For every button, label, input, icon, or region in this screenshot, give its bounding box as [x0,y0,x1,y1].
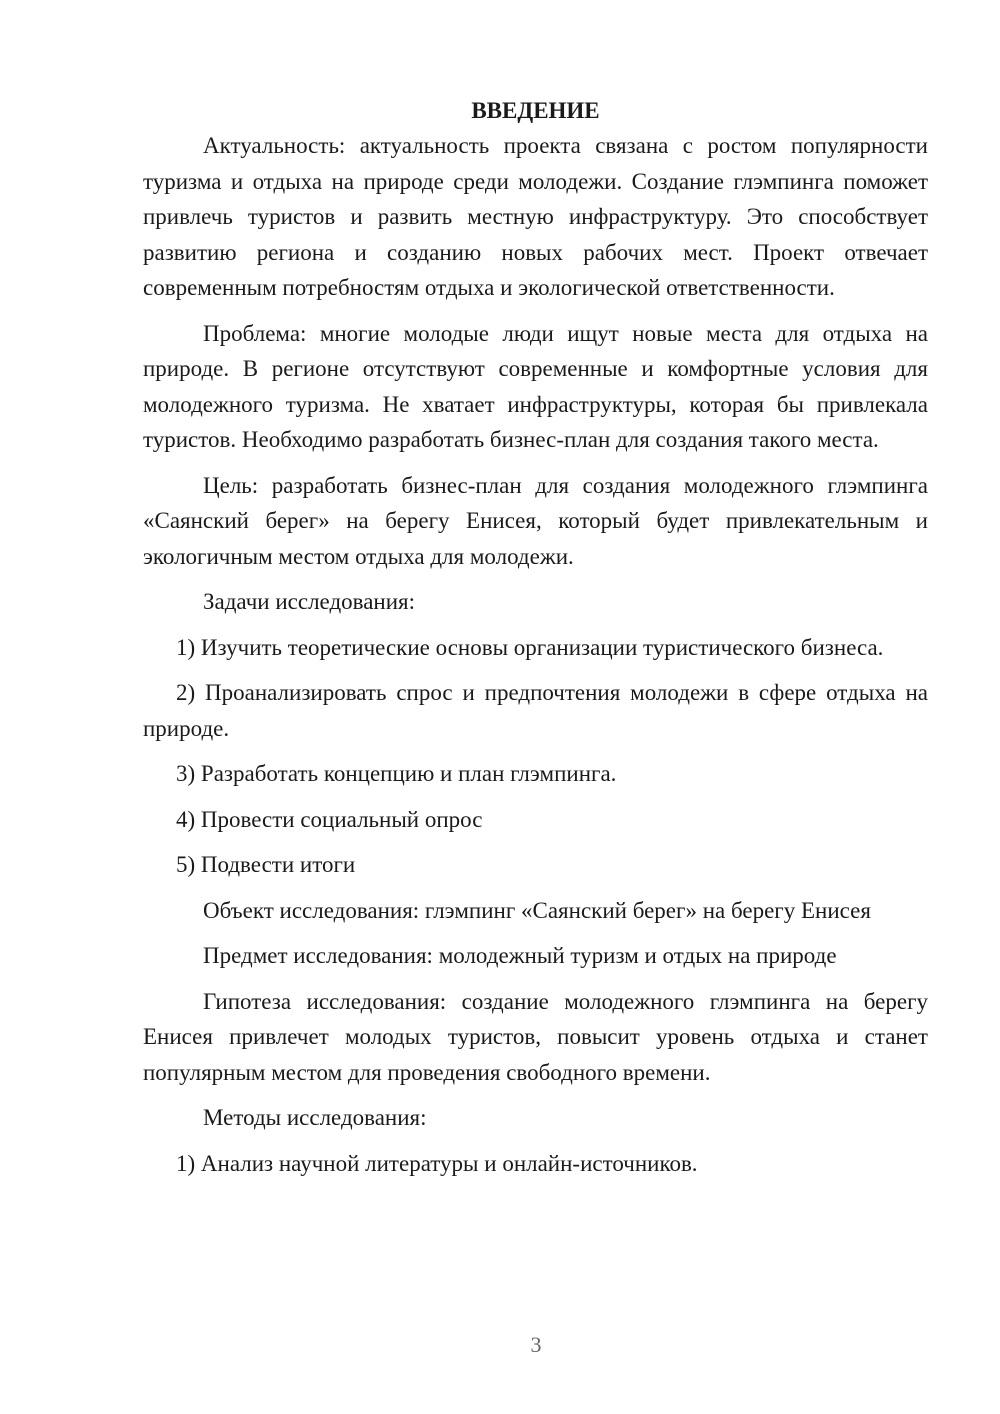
methods-heading: Методы исследования: [203,1105,427,1130]
task-item-5: 5) Подвести итоги [176,852,356,877]
relevance-paragraph: Актуальность: актуальность проекта связана с ростом популярности туризма и отдыха на природе среди молодежи. Создание глэмпинга поможет привлечь туристов и развить местную инфраструктуру. Это способствует развитию региона и созданию новых рабочих мест. Проект отвечает современным потребностям отдыха и экологической ответственности. [143,133,928,300]
hypothesis-paragraph: Гипотеза исследования: создание молодежного глэмпинга на берегу Енисея привлечет молодых туристов, повысит уровень отдыха и станет популярным местом для проведения свободного времени. [143,988,928,1085]
subject-paragraph: Предмет исследования: молодежный туризм и отдых на природе [203,943,837,968]
method-item-1: 1) Анализ научной литературы и онлайн-источников. [176,1150,698,1176]
section-title: ВВЕДЕНИЕ [471,98,600,123]
problem-paragraph: Проблема: многие молодые люди ищут новые места для отдыха на природе. В регионе отсутствуют современные и комфортные условия для молодежного туризма. Не хватает инфраструктуры, которая бы привлекала туристов. Необходимо разработать бизнес-план для создания такого места. [143,320,928,452]
task-item-3: 3) Разработать концепцию и план глэмпинга. [176,761,617,786]
page-number: 3 [530,1332,542,1357]
task-item-2: 2) Проанализировать спрос и предпочтения молодежи в сфере отдыха на природе. [143,680,928,741]
task-item-1: 1) Изучить теоретические основы организации туристического бизнеса. [176,634,884,660]
object-paragraph: Объект исследования: глэмпинг «Саянский берег» на берегу Енисея [203,897,871,923]
task-item-4: 4) Провести социальный опрос [176,806,483,832]
page-content [143,93,928,1181]
tasks-heading: Задачи исследования: [203,589,416,614]
goal-paragraph: Цель: разработать бизнес-план для создания молодежного глэмпинга «Саянский берег» на берегу Енисея, который будет привлекательным и экологичным местом отдыха для молодежи. [143,472,928,569]
